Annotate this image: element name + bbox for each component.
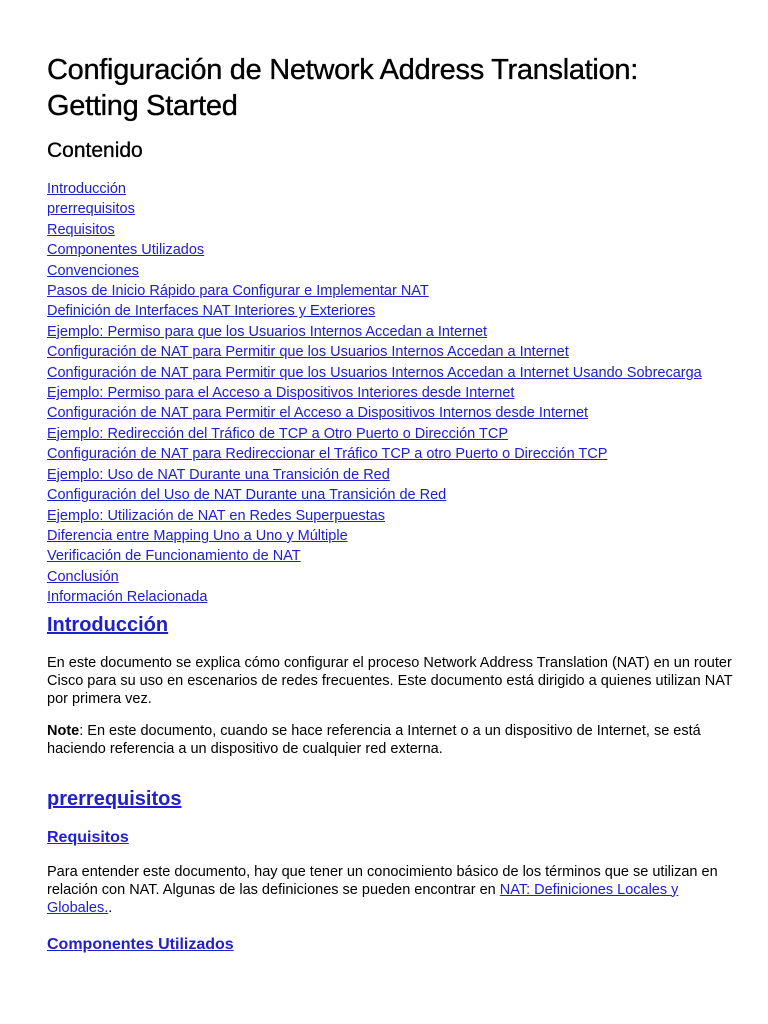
toc-link-ejemplo-usuarios-internos[interactable]: Ejemplo: Permiso para que los Usuarios Internos Accedan a Internet xyxy=(47,323,488,340)
requirements-paragraph xyxy=(47,863,737,917)
requirements-heading xyxy=(47,828,737,848)
toc-link-ejemplo-redes-superpuestas[interactable]: Ejemplo: Utilización de NAT en Redes Superpuestas xyxy=(47,507,385,524)
nat-definitions-link[interactable]: NAT: Definiciones Locales y Globales. xyxy=(47,881,679,916)
toc-item xyxy=(47,526,737,546)
toc-link-config-redireccion-tcp[interactable]: Configuración de NAT para Redireccionar el Tráfico TCP a otro Puerto o Dirección TCP xyxy=(47,446,608,463)
toc-link-config-acceso-internos[interactable]: Configuración de NAT para Permitir el Acceso a Dispositivos Internos desde Internet xyxy=(47,405,589,422)
toc-link-introduccion[interactable]: Introducción xyxy=(47,181,126,197)
toc-item xyxy=(47,424,737,444)
intro-note xyxy=(47,722,737,758)
toc-link-componentes[interactable]: Componentes Utilizados xyxy=(47,242,205,259)
toc-link-diferencia-mapping[interactable]: Diferencia entre Mapping Uno a Uno y Múltiple xyxy=(47,527,348,544)
toc-item xyxy=(47,567,737,587)
table-of-contents xyxy=(47,179,737,608)
document-title-line1: Configuración de Network Address Translation: xyxy=(47,54,638,86)
toc-item xyxy=(47,546,737,566)
toc-item xyxy=(47,301,737,321)
prereq-heading-link[interactable]: prerrequisitos xyxy=(47,787,182,810)
toc-item xyxy=(47,281,737,301)
toc-item xyxy=(47,485,737,505)
prereq-heading xyxy=(47,787,737,811)
toc-link-config-transicion-red[interactable]: Configuración del Uso de NAT Durante una Transición de Red xyxy=(47,487,447,504)
toc-item xyxy=(47,179,737,199)
toc-item xyxy=(47,403,737,423)
toc-link-ejemplo-transicion-red[interactable]: Ejemplo: Uso de NAT Durante una Transición de Red xyxy=(47,466,390,483)
requirements-heading-link[interactable]: Requisitos xyxy=(47,828,129,846)
toc-link-prerrequisitos[interactable]: prerrequisitos xyxy=(47,201,135,218)
note-text: : En este documento, cuando se hace referencia a Internet o a un dispositivo de Internet, se está haciendo referencia a un dispositivo de cualquier red externa. xyxy=(47,722,701,757)
intro-heading-link[interactable]: Introducción xyxy=(47,613,169,636)
toc-item xyxy=(47,199,737,219)
components-heading-link[interactable]: Componentes Utilizados xyxy=(47,935,234,953)
toc-item xyxy=(47,444,737,464)
toc-link-config-usuarios-internos[interactable]: Configuración de NAT para Permitir que los Usuarios Internos Accedan a Internet xyxy=(47,344,569,361)
toc-link-definicion-interfaces[interactable]: Definición de Interfaces NAT Interiores y Exteriores xyxy=(47,303,376,320)
document-title-line2: Getting Started xyxy=(47,90,238,122)
toc-link-ejemplo-redireccion-tcp[interactable]: Ejemplo: Redirección del Tráfico de TCP a Otro Puerto o Dirección TCP xyxy=(47,425,508,442)
toc-item xyxy=(47,363,737,383)
requirements-text: Para entender este documento, hay que tener un conocimiento básico de los términos que se utilizan en relación con NAT. Algunas de las definiciones se pueden encontrar en xyxy=(47,863,718,898)
toc-link-verificacion[interactable]: Verificación de Funcionamiento de NAT xyxy=(47,548,301,565)
toc-link-pasos-inicio[interactable]: Pasos de Inicio Rápido para Configurar e Implementar NAT xyxy=(47,283,429,300)
toc-item xyxy=(47,240,737,260)
toc-link-requisitos[interactable]: Requisitos xyxy=(47,221,115,238)
note-label: Note xyxy=(47,722,80,739)
toc-item xyxy=(47,220,737,240)
toc-item xyxy=(47,342,737,362)
toc-item xyxy=(47,261,737,281)
toc-item xyxy=(47,506,737,526)
requirements-end: . xyxy=(108,899,113,916)
toc-link-conclusion[interactable]: Conclusión xyxy=(47,568,119,585)
toc-link-convenciones[interactable]: Convenciones xyxy=(47,262,139,279)
toc-link-informacion-relacionada[interactable]: Información Relacionada xyxy=(47,589,208,606)
document-title xyxy=(47,52,737,124)
toc-link-ejemplo-acceso-interiores[interactable]: Ejemplo: Permiso para el Acceso a Dispositivos Interiores desde Internet xyxy=(47,385,515,402)
toc-item xyxy=(47,587,737,607)
intro-paragraph: En este documento se explica cómo configurar el proceso Network Address Translation (NAT) en un router Cisco para su uso en escenarios de redes frecuentes. Este documento está dirigido a quienes utilizan NAT por primera vez. xyxy=(47,654,733,707)
document-page xyxy=(47,0,737,955)
toc-item xyxy=(47,465,737,485)
components-heading xyxy=(47,935,737,955)
toc-item xyxy=(47,322,737,342)
toc-item xyxy=(47,383,737,403)
contents-heading: Contenido xyxy=(47,139,143,162)
toc-link-config-sobrecarga[interactable]: Configuración de NAT para Permitir que los Usuarios Internos Accedan a Internet Usando Sobrecarga xyxy=(47,364,702,381)
intro-heading xyxy=(47,613,737,637)
